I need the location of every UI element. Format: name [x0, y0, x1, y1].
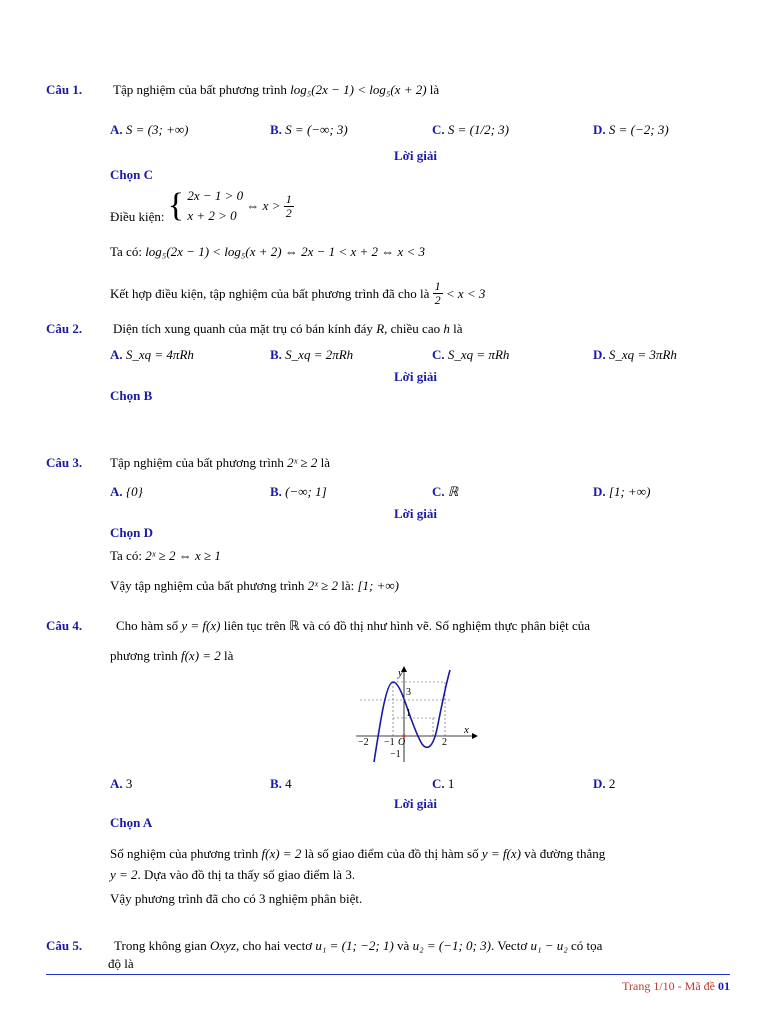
q3-taco: Ta có: 2ˣ ≥ 2 ⇔ x ≥ 1 [110, 548, 221, 563]
q1-label: Câu 1. [46, 82, 83, 97]
q3-conclusion: Vậy tập nghiệm của bất phương trình 2ˣ ≥ 2 là: [1; +∞) [110, 578, 400, 593]
q1-conclusion: Kết hợp điều kiện, tập nghiệm của bất phương trình đã cho là $\frac{1}{2}$ < x < 3 [110, 279, 486, 307]
q2-option-b[interactable]: B. S_xq = 2πRh [270, 347, 354, 362]
q3-solution-title: Lời giải [394, 506, 437, 521]
q1-taco: Ta có: log₅(2x − 1) < log₅(x + 2) ⇔ 2x − 1 < x + 2 ⇔ x < 3 [110, 244, 426, 259]
q4-solution-line2: y = 2. Dựa vào đồ thị ta thấy số giao điểm là 3. [110, 867, 356, 882]
tick-2: 2 [442, 737, 447, 748]
q2-answer: Chọn B [110, 388, 153, 403]
q2-option-d[interactable]: D. S_xq = 3πRh [593, 347, 677, 362]
q5-text: Trong không gian Oxyz, cho hai vectơ u₁ = (1; −2; 1) và u₂ = (−1; 0; 3). Vectơ u₁ − u₂ có tọa [114, 938, 603, 953]
q3-text: Tập nghiệm của bất phương trình 2ˣ ≥ 2 là [110, 455, 331, 470]
q4-option-b[interactable]: B. 4 [270, 776, 292, 791]
q4-answer: Chọn A [110, 815, 153, 830]
q4-graph [350, 664, 480, 764]
q1-cond-label: Điều kiện: [110, 209, 165, 224]
q1-solution-title: Lời giải [394, 148, 437, 163]
q1-cond-frac: $\frac{1}{2}$ [285, 191, 292, 220]
q1-cond-brace: { [167, 187, 185, 224]
q4-option-a[interactable]: A. 3 [110, 776, 133, 791]
function-curve [374, 670, 450, 762]
tick-neg1-y: −1 [390, 749, 401, 760]
tick-3: 3 [406, 687, 411, 698]
q1-stem: Tập nghiệm của bất phương trình [113, 82, 287, 97]
x-label: x [464, 724, 469, 736]
q1-option-d[interactable]: D. S = (−2; 3) [593, 122, 669, 137]
q3-option-d[interactable]: D. [1; +∞) [593, 484, 651, 499]
q1-option-a[interactable]: A. S = (3; +∞) [110, 122, 189, 137]
q4-solution-title: Lời giải [394, 796, 437, 811]
q1-option-c[interactable]: C. S = (1/2; 3) [432, 122, 510, 137]
q1-condition [110, 186, 294, 226]
q3-option-b[interactable]: B. (−∞; 1] [270, 484, 327, 499]
q1-text [113, 82, 439, 98]
tick-1: 1 [406, 708, 411, 719]
q1-expr: log₅(2x − 1) < log₅(x + 2) [290, 82, 427, 97]
q1-option-b[interactable]: B. S = (−∞; 3) [270, 122, 348, 137]
q1-tail: là [429, 82, 440, 97]
q4-solution-line3: Vậy phương trình đã cho có 3 nghiệm phân biệt. [110, 891, 363, 906]
q3-label: Câu 3. [46, 455, 83, 470]
x-axis-arrow [472, 733, 478, 739]
q2-option-c[interactable]: C. S_xq = πRh [432, 347, 510, 362]
q1-cond-line1: 2x − 1 > 0 [187, 188, 244, 203]
q1-taco-expr: log₅(2x − 1) < log₅(x + 2) ⇔ 2x − 1 < x + 2 ⇔ x < 3 [145, 244, 426, 259]
q4-label: Câu 4. [46, 618, 83, 633]
q2-option-a[interactable]: A. S_xq = 4πRh [110, 347, 194, 362]
y-label: y [398, 667, 403, 679]
q3-answer: Chọn D [110, 525, 153, 540]
q5-label: Câu 5. [46, 938, 83, 953]
q1-cond-result: ⇔ x > [246, 198, 281, 213]
footer-code: 01 [718, 979, 730, 993]
q4-text-line2: phương trình f(x) = 2 là [110, 648, 234, 663]
q1-answer: Chọn C [110, 167, 153, 182]
q5-text-line2: độ là [108, 956, 134, 971]
page-footer [622, 979, 730, 994]
q1-cond-line2: x + 2 > 0 [187, 208, 237, 223]
footer-divider [46, 974, 730, 975]
q4-text: Cho hàm số y = f(x) liên tục trên ℝ và có đồ thị như hình vẽ. Số nghiệm thực phân biệt của [116, 618, 591, 633]
q2-label: Câu 2. [46, 321, 83, 336]
q3-option-a[interactable]: A. {0} [110, 484, 143, 499]
q4-solution-line1: Số nghiệm của phương trình f(x) = 2 là số giao điểm của đồ thị hàm số y = f(x) và đường thẳng [110, 846, 606, 861]
q2-text: Diện tích xung quanh của mặt trụ có bán kính đáy R, chiều cao h là [113, 321, 463, 336]
q4-option-d[interactable]: D. 2 [593, 776, 616, 791]
tick-neg2: −2 [358, 737, 369, 748]
q3-option-c[interactable]: C. ℝ [432, 484, 459, 499]
tick-neg1-x: −1 [384, 737, 395, 748]
origin-label: O [398, 737, 406, 748]
q2-solution-title: Lời giải [394, 369, 437, 384]
footer-page: Trang 1/10 - Mã đề [622, 979, 715, 993]
q4-option-c[interactable]: C. 1 [432, 776, 455, 791]
q1-conclusion-frac: $\frac{1}{2}$ [434, 279, 441, 307]
